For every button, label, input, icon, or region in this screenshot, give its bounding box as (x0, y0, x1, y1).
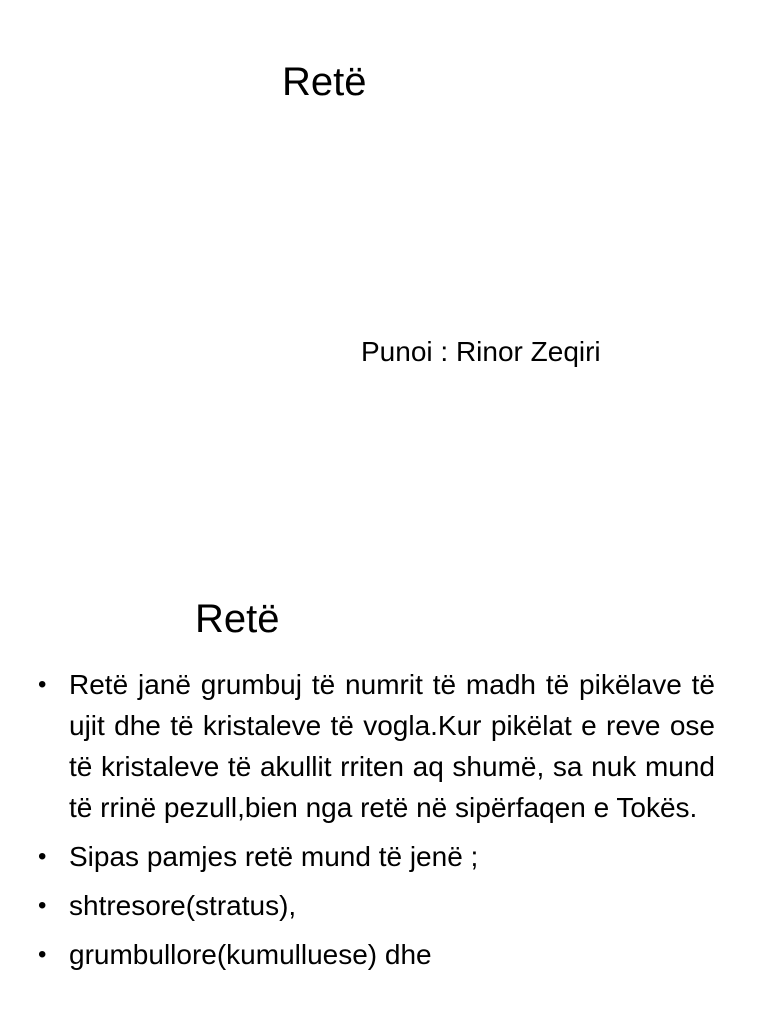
content-slide (0, 576, 768, 1024)
bullet-list (38, 664, 715, 983)
list-item-text: grumbullore(kumulluese) dhe (69, 939, 432, 970)
list-item-text: Retë janë grumbuj të numrit të madh të pikëlave të ujit dhe të kristaleve të vogla.Kur pikëlat e reve ose të kristaleve të akullit rriten aq shumë, sa nuk mund të rrinë pezull,bien nga retë në sipërfaqen e Tokës. (69, 669, 715, 823)
list-item (38, 664, 715, 828)
list-item-text: Sipas pamjes retë mund të jenë ; (69, 841, 479, 872)
slide-title: Retë (282, 60, 367, 104)
author-line: Punoi : Rinor Zeqiri (361, 336, 601, 367)
bullet-icon: • (38, 843, 47, 870)
bullet-icon: • (38, 892, 47, 919)
list-item (38, 934, 715, 975)
list-item-text: shtresore(stratus), (69, 890, 297, 921)
slide-title: Retë (195, 597, 280, 641)
list-item (38, 836, 715, 877)
list-item (38, 885, 715, 926)
bullet-icon: • (38, 941, 47, 968)
bullet-icon: • (38, 671, 47, 698)
